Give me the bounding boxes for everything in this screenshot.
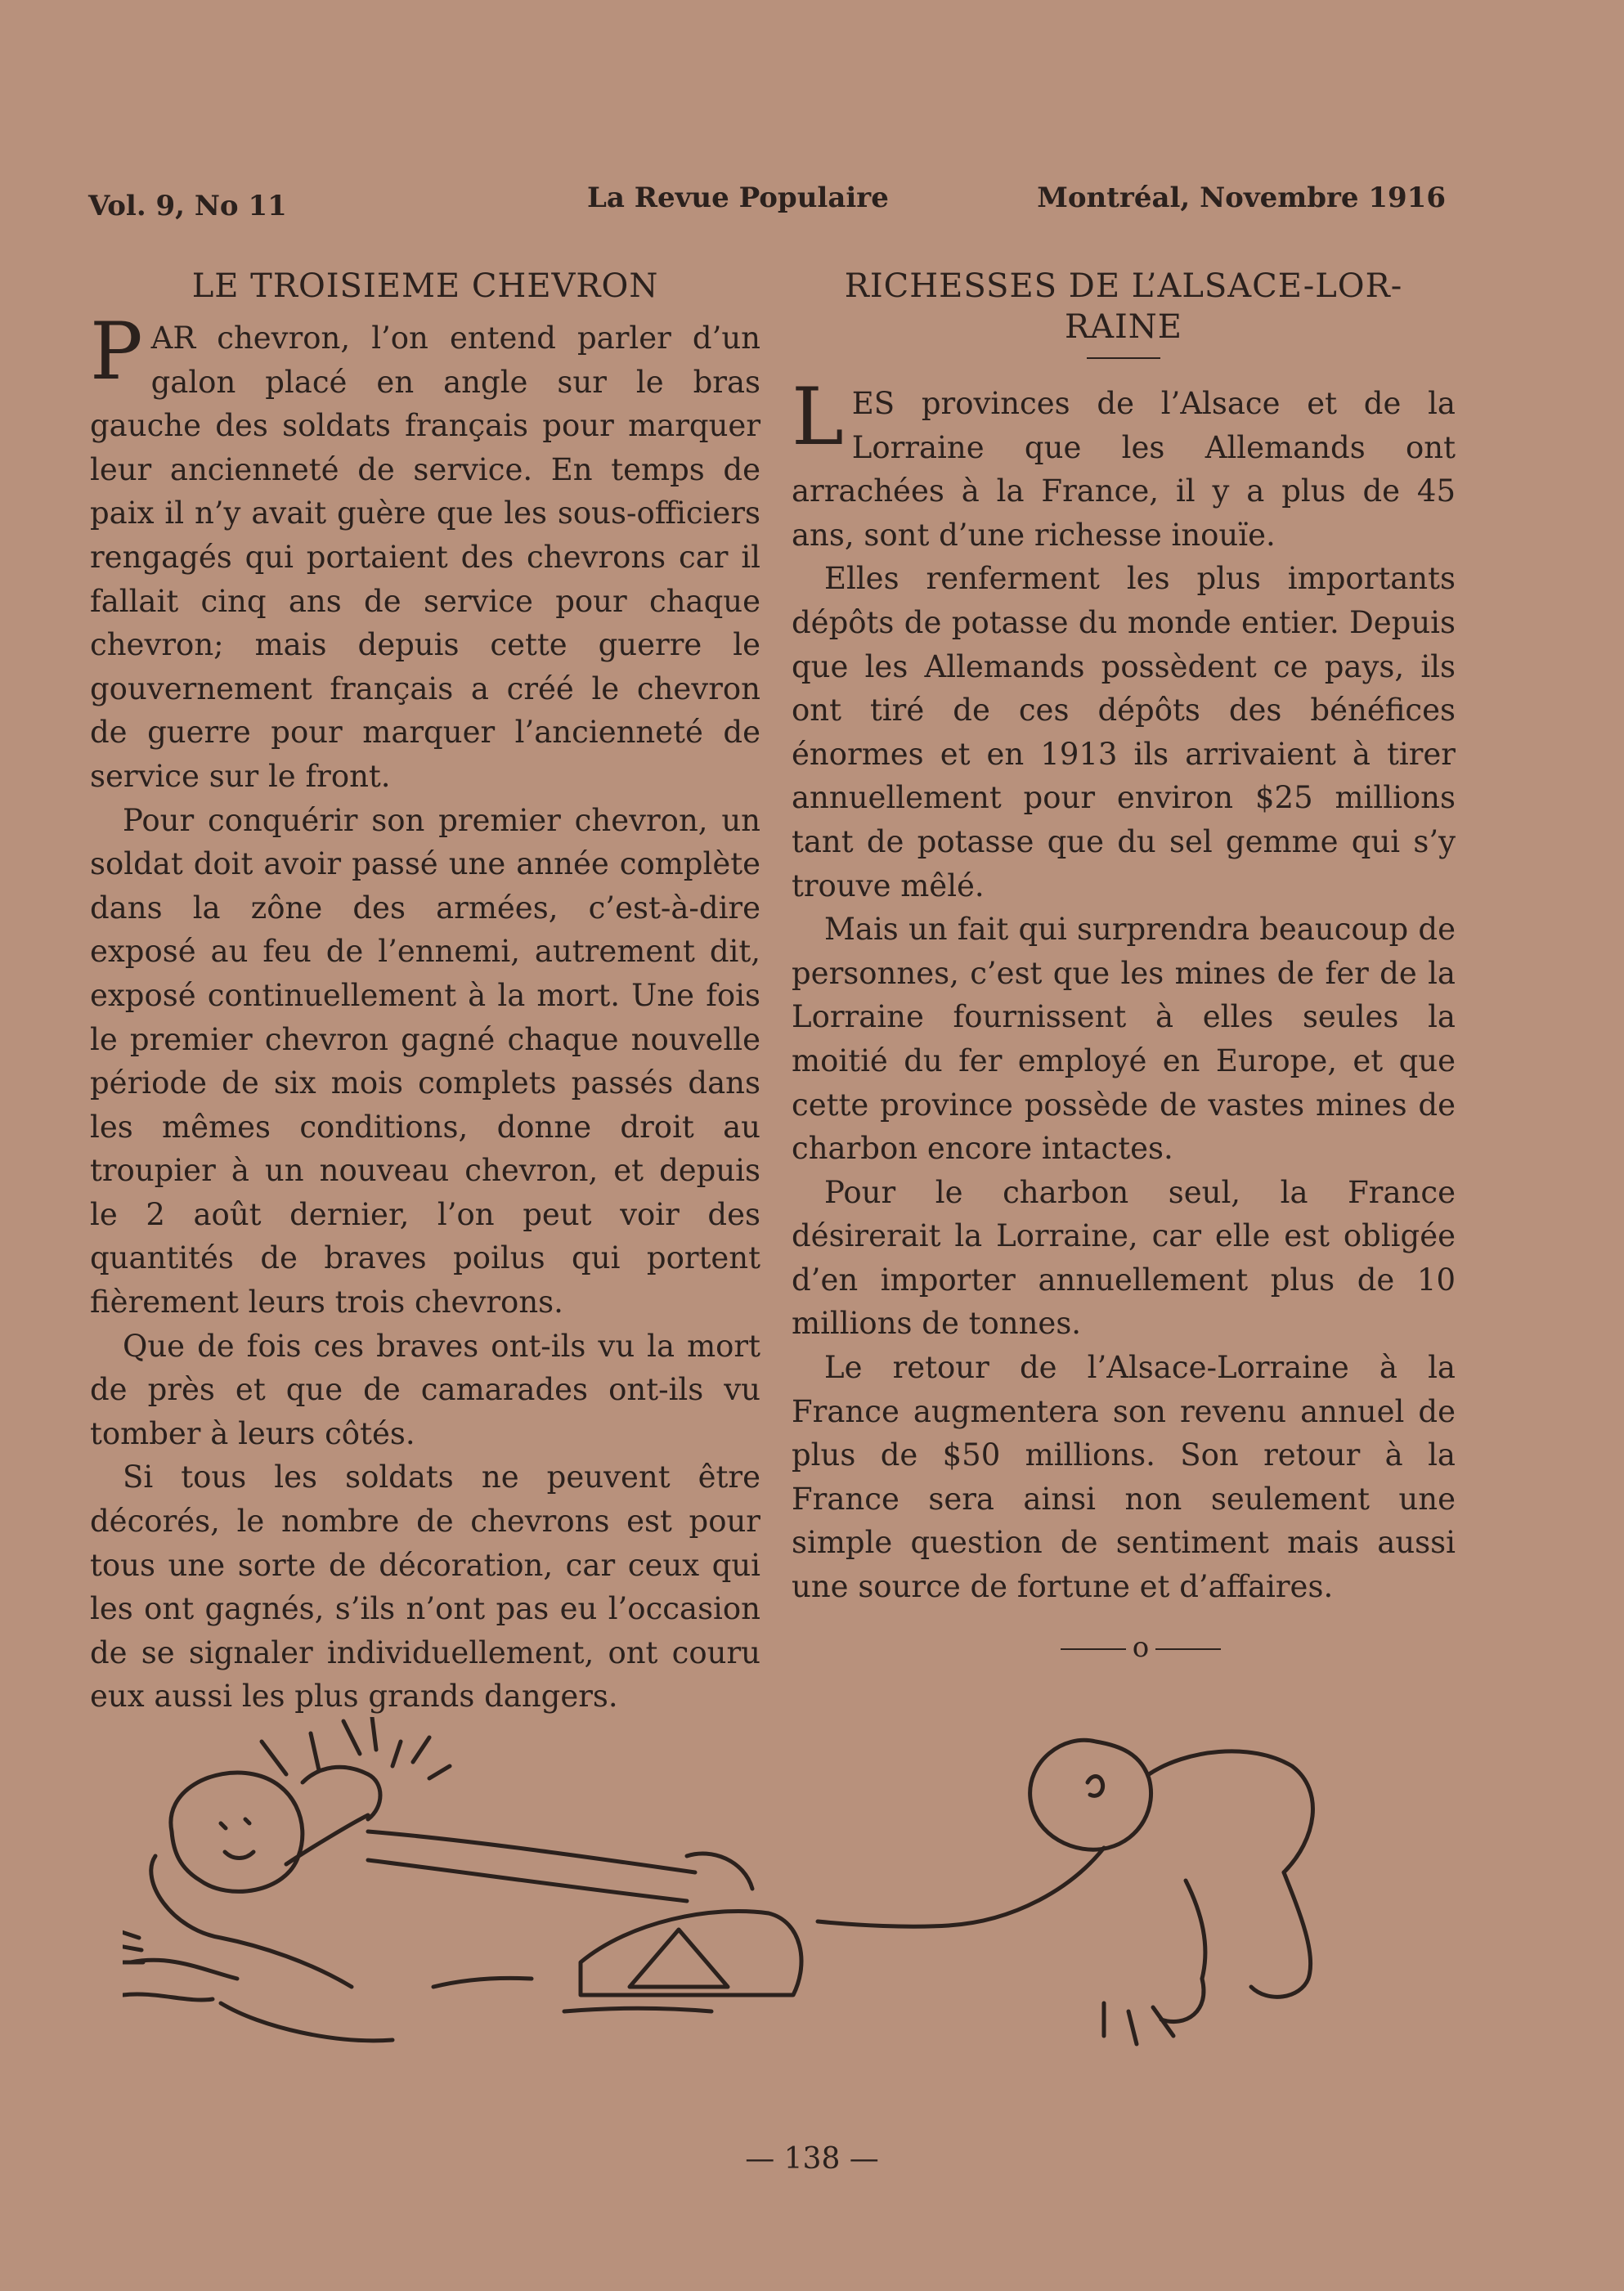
section-separator — [1055, 1631, 1227, 1664]
cartoon-illustration — [123, 1717, 1480, 2175]
small-caps-lead: AR — [150, 321, 196, 356]
place-date: Montréal, Novembre 1916 — [1037, 182, 1446, 214]
article-title: LE TROISIEME CHEVRON — [191, 267, 659, 305]
small-caps-lead: ES — [851, 386, 895, 421]
separator-line — [1155, 1648, 1221, 1650]
separator-mark: o — [1132, 1631, 1150, 1664]
article-paragraph: Si tous les soldats ne peuvent être décorés, le nombre de chevrons est pour tous une sorte de décoration, car ceux qui les ont gagnés, s’ils n’ont pas eu l’occasion de se signaler individuellement, ont couru eux aussi les plus grands dangers. — [90, 1459, 760, 1715]
article-paragraph: Que de fois ces braves ont-ils vu la mort de près et que de camarades ont-ils vu tomber à leurs côtés. — [90, 1328, 760, 1451]
page-header — [88, 182, 1446, 239]
article-paragraph — [90, 306, 760, 799]
article-paragraph: Pour le charbon seul, la France désirerait la Lorraine, car elle est obligée d’en importer annuellement plus de 10 millions de tonnes. — [792, 1174, 1456, 1342]
paragraph-text: chevron, l’on entend parler d’un galon placé en angle sur le bras gauche des soldats français pour marquer leur ancienneté de service. En temps de paix il n’y avait guère que les sous-officiers rengagés qui portaient des chevrons car il fallait cinq ans de service pour chaque chevron; mais depuis cette guerre le gouvernement français a créé le chevron de guerre pour marquer l’ancienneté de service sur le front. — [90, 321, 760, 794]
article-paragraph: Mais un fait qui surprendra beaucoup de personnes, c’est que les mines de fer de la Lorraine fournissent à elles seules la moitié du fer employé en Europe, et que cette province possède de vastes mines de charbon encore intactes. — [792, 912, 1456, 1167]
volume-number: Vol. 9, No 11 — [88, 190, 287, 222]
drop-cap: L — [792, 371, 844, 463]
article-paragraph: Elles renferment les plus importants dépôts de potasse du monde entier. Depuis que les Allemands possèdent ce pays, ils ont tiré de ces dépôts des bénéfices énormes et en 1913 ils arrivaient à tirer annuellement pour environ $25 millions tant de potasse que du sel gemme qui s’y trouve mêlé. — [792, 561, 1456, 903]
paragraph-text: provinces de l’Alsace et de la Lorraine que les Allemands ont arrachées à la France, il y a plus de 45 ans, sont d’une richesse inouïe. — [792, 386, 1456, 553]
article-richesses-alsace-lorraine — [792, 266, 1456, 1609]
title-rule — [1087, 357, 1160, 359]
article-title: RICHESSES DE L’ALSACE-LOR-RAINE — [844, 267, 1403, 346]
separator-line — [1061, 1648, 1126, 1650]
article-le-troisieme-chevron — [90, 266, 760, 1719]
article-paragraph: Le retour de l’Alsace-Lorraine à la France augmentera son revenu annuel de plus de $50 millions. Son retour à la France sera ainsi non seulement une simple question de sentiment mais aussi une source de fortune et d’affaires. — [792, 1350, 1456, 1605]
article-paragraph: Pour conquérir son premier chevron, un soldat doit avoir passé une année complète dans la zône des armées, c’est-à-dire exposé au feu de l’ennemi, autrement dit, exposé continuellement à la mort. Une fois le premier chevron gagné chaque nouvelle période de six mois complets passés dans les mêmes conditions, donne droit au troupier à un nouveau chevron, et depuis le 2 août dernier, l’on peut voir des quantités de braves poilus qui portent fièrement leurs trois chevrons. — [90, 802, 760, 1320]
page-number: — 138 — — [745, 2142, 879, 2176]
magazine-title: La Revue Populaire — [587, 182, 889, 214]
article-paragraph — [792, 371, 1456, 557]
drop-cap: P — [90, 306, 143, 397]
